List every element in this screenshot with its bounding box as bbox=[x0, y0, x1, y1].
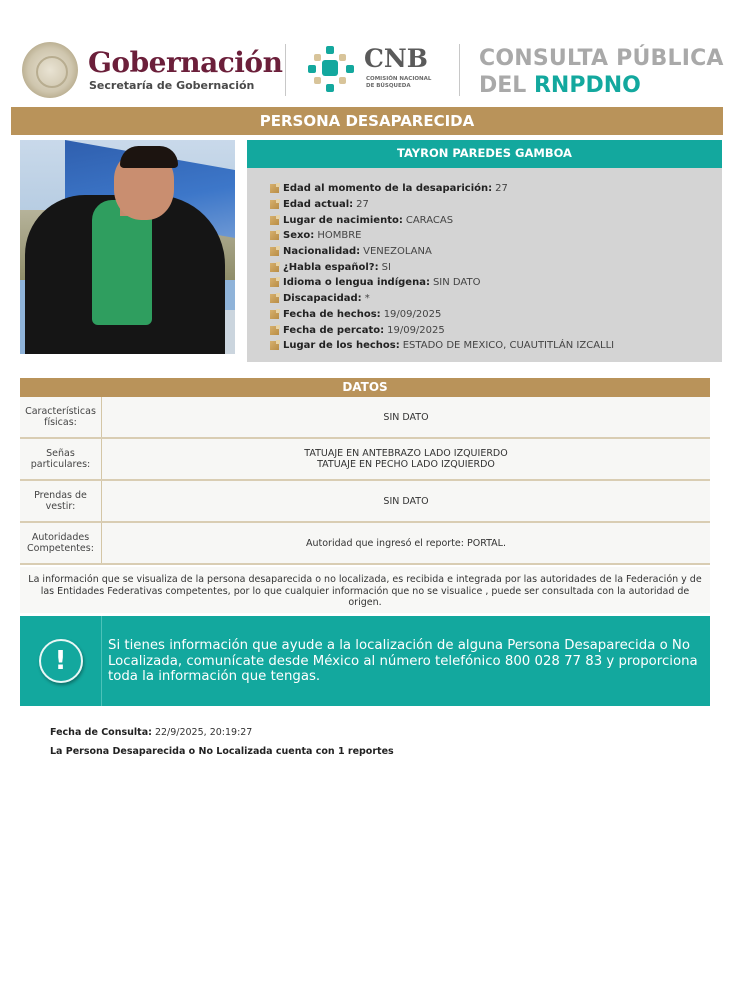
datos-row-prendas bbox=[20, 481, 710, 523]
info-value: 19/09/2025 bbox=[387, 324, 445, 336]
gobernacion-subtitle: Secretaría de Gobernación bbox=[89, 79, 255, 92]
datos-value-line: TATUAJE EN ANTEBRAZO LADO IZQUIERDO bbox=[304, 448, 508, 459]
datos-table bbox=[20, 397, 710, 565]
info-row-lugar-hechos bbox=[270, 338, 722, 354]
cnb-title: CNB bbox=[364, 44, 428, 73]
info-row-fecha-hechos bbox=[270, 307, 722, 323]
consulta-date-value: 22/9/2025, 20:19:27 bbox=[154, 727, 253, 738]
info-notice: La información que se visualiza de la persona desaparecida o no localizada, es recibida e integrada por las autoridades de la Federación y de las Entidades Federativas competentes, por lo que cualquier información que no se visualice , puede ser consultada con la autoridad de origen. bbox=[20, 567, 710, 613]
info-label: Nacionalidad: bbox=[283, 246, 361, 258]
folder-icon bbox=[270, 231, 279, 240]
folder-icon bbox=[270, 341, 279, 350]
header-divider bbox=[285, 44, 286, 96]
info-value: CARACAS bbox=[405, 214, 454, 226]
page-title: PERSONA DESAPARECIDA bbox=[11, 107, 723, 135]
folder-icon bbox=[270, 247, 279, 256]
info-value: HOMBRE bbox=[317, 230, 362, 242]
folder-icon bbox=[270, 294, 279, 303]
datos-value bbox=[102, 439, 710, 479]
info-label: Fecha de percato: bbox=[283, 324, 385, 336]
consulta-date bbox=[50, 727, 252, 738]
datos-key: Características físicas: bbox=[20, 397, 102, 437]
datos-value bbox=[102, 397, 710, 437]
gobernacion-title: Gobernación bbox=[88, 46, 283, 79]
info-row-sexo bbox=[270, 228, 722, 244]
folder-icon bbox=[270, 278, 279, 287]
info-row-edad-desaparicion bbox=[270, 181, 722, 197]
info-row-habla-espanol bbox=[270, 259, 722, 275]
datos-value-line: TATUAJE EN PECHO LADO IZQUIERDO bbox=[317, 459, 495, 470]
datos-value-line: SIN DATO bbox=[383, 411, 429, 423]
datos-value bbox=[102, 481, 710, 521]
info-row-edad-actual bbox=[270, 197, 722, 213]
header bbox=[0, 38, 740, 104]
cnb-subtitle bbox=[366, 76, 431, 90]
rnpdno-prefix: DEL bbox=[479, 73, 534, 98]
info-value: 27 bbox=[356, 199, 369, 211]
info-value: VENEZOLANA bbox=[363, 246, 432, 258]
mexico-seal-logo bbox=[22, 42, 78, 98]
info-row-nacionalidad bbox=[270, 244, 722, 260]
folder-icon bbox=[270, 200, 279, 209]
info-label: Idioma o lengua indígena: bbox=[283, 277, 430, 289]
info-value: 27 bbox=[495, 183, 508, 195]
datos-row-caracteristicas bbox=[20, 397, 710, 439]
rnpdno-accent: RNPDNO bbox=[533, 73, 641, 98]
consulta-date-label: Fecha de Consulta: bbox=[50, 727, 152, 738]
datos-key: Señas particulares: bbox=[20, 439, 102, 479]
info-label: Sexo: bbox=[283, 230, 315, 242]
cnb-logo-icon bbox=[306, 44, 358, 94]
consulta-publica-title: CONSULTA PÚBLICA bbox=[479, 46, 724, 71]
info-label: Fecha de hechos: bbox=[283, 308, 381, 320]
info-label: ¿Habla español?: bbox=[283, 261, 379, 273]
person-photo bbox=[20, 140, 235, 354]
datos-value bbox=[102, 523, 710, 563]
folder-icon bbox=[270, 310, 279, 319]
cnb-subtitle-line2: DE BÚSQUEDA bbox=[366, 83, 411, 89]
alert-icon-cell bbox=[20, 616, 102, 706]
contact-alert bbox=[20, 616, 710, 706]
info-row-discapacidad bbox=[270, 291, 722, 307]
person-name: TAYRON PAREDES GAMBOA bbox=[247, 140, 722, 168]
info-label: Lugar de los hechos: bbox=[283, 340, 400, 352]
info-label: Discapacidad: bbox=[283, 293, 362, 305]
alert-text: Si tienes información que ayude a la localización de alguna Persona Desaparecida o No Localizada, comunícate desde México al número telefónico 800 028 77 83 y proporciona toda la información que tengas. bbox=[108, 638, 698, 684]
cnb-subtitle-line1: COMISIÓN NACIONAL bbox=[366, 76, 432, 82]
info-value: * bbox=[364, 293, 370, 305]
info-row-lugar-nacimiento bbox=[270, 212, 722, 228]
info-label: Edad al momento de la desaparición: bbox=[283, 183, 493, 195]
datos-title: DATOS bbox=[20, 378, 710, 397]
info-label: Edad actual: bbox=[283, 199, 354, 211]
datos-value-line: Autoridad que ingresó el reporte: PORTAL. bbox=[305, 537, 506, 549]
datos-key: Autoridades Competentes: bbox=[20, 523, 102, 563]
reports-count: La Persona Desaparecida o No Localizada cuenta con 1 reportes bbox=[50, 746, 394, 757]
folder-icon bbox=[270, 326, 279, 335]
photo-hair bbox=[120, 146, 178, 168]
folder-icon bbox=[270, 184, 279, 193]
info-label: Lugar de nacimiento: bbox=[283, 214, 403, 226]
datos-value-line: SIN DATO bbox=[383, 495, 429, 507]
folder-icon bbox=[270, 216, 279, 225]
info-value: SI bbox=[381, 261, 391, 273]
person-info-list bbox=[247, 168, 722, 362]
info-value: 19/09/2025 bbox=[383, 308, 442, 320]
folder-icon bbox=[270, 263, 279, 272]
datos-key: Prendas de vestir: bbox=[20, 481, 102, 521]
exclamation-icon: ! bbox=[39, 639, 83, 683]
info-value: ESTADO DE MEXICO, CUAUTITLÁN IZCALLI bbox=[402, 340, 615, 352]
info-value: SIN DATO bbox=[432, 277, 481, 289]
rnpdno-title bbox=[479, 73, 641, 98]
info-row-idioma bbox=[270, 275, 722, 291]
header-divider bbox=[459, 44, 460, 96]
datos-row-autoridades bbox=[20, 523, 710, 565]
info-row-fecha-percato bbox=[270, 322, 722, 338]
datos-row-senas bbox=[20, 439, 710, 481]
